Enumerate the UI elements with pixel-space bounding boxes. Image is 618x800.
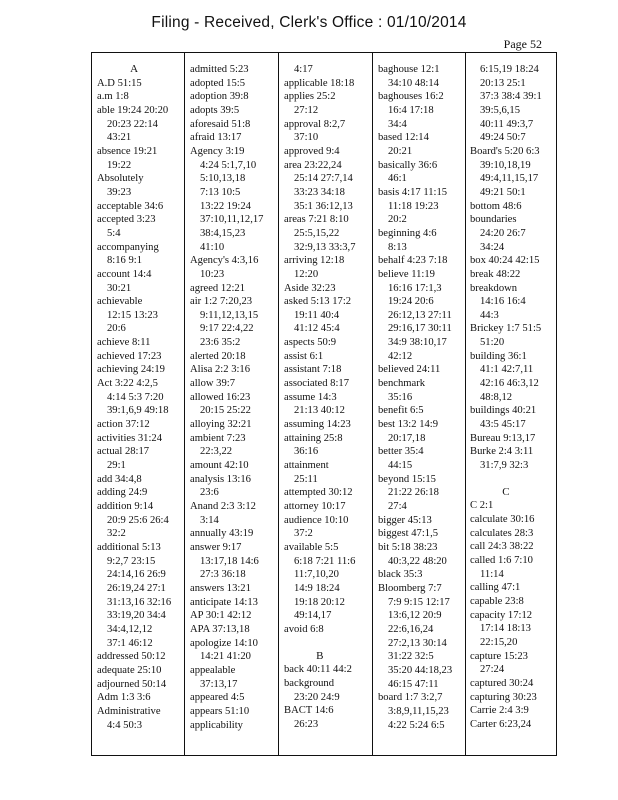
index-entry: achieving 24:19 xyxy=(97,364,165,376)
index-entry-continuation: 37:3 38:4 39:1 xyxy=(480,91,542,103)
index-entry: attempted 30:12 xyxy=(284,487,353,499)
index-entry: capturing 30:23 xyxy=(470,691,537,703)
index-entry: analysis 13:16 xyxy=(190,473,251,485)
index-entry-continuation: 19:11 40:4 xyxy=(294,309,340,321)
index-entry: calculates 28:3 xyxy=(470,527,534,539)
index-entry-continuation: 49:14,17 xyxy=(294,610,332,622)
index-entry-continuation: 25:11 xyxy=(294,473,318,485)
index-entry: breakdown xyxy=(470,282,518,294)
index-entry: applicability xyxy=(190,719,243,731)
index-entry-continuation: 40:11 49:3,7 xyxy=(480,118,534,130)
index-entry-continuation: 9:11,12,13,15 xyxy=(200,309,259,321)
index-entry: back 40:11 44:2 xyxy=(284,664,352,676)
index-entry: bottom 48:6 xyxy=(470,200,522,212)
index-entry: baghouses 16:2 xyxy=(378,91,444,103)
letter-heading: A xyxy=(130,63,139,75)
index-entry: alerted 20:18 xyxy=(190,350,246,362)
index-entry: audience 10:10 xyxy=(284,514,349,526)
index-entry: assuming 14:23 xyxy=(284,419,351,431)
index-entry-continuation: 46:1 xyxy=(388,173,407,185)
index-entry-continuation: 31:22 32:5 xyxy=(388,651,434,663)
index-entry: basis 4:17 11:15 xyxy=(378,186,448,198)
index-entry-continuation: 4:17 xyxy=(294,64,313,75)
index-entry: addressed 50:12 xyxy=(97,651,166,663)
index-entry: actual 28:17 xyxy=(97,446,150,458)
index-entry-continuation: 13:6,12 20:9 xyxy=(388,610,442,622)
index-entry: call 24:3 38:22 xyxy=(470,541,534,553)
index-entry-continuation: 6:18 7:21 11:6 xyxy=(294,555,356,567)
index-entry-continuation: 37:2 xyxy=(294,528,313,540)
index-entry: Anand 2:3 3:12 xyxy=(190,501,256,512)
index-entry: behalf 4:23 7:18 xyxy=(378,255,448,267)
index-entry-continuation: 22:6,16,24 xyxy=(388,623,434,635)
index-entry-continuation: 27:24 xyxy=(480,664,505,676)
index-entry: bit 5:18 38:23 xyxy=(378,541,438,553)
index-entry-continuation: 13:22 19:24 xyxy=(200,200,251,212)
index-entry-continuation: 19:24 20:6 xyxy=(388,296,434,308)
index-entry: air 1:2 7:20,23 xyxy=(190,296,253,308)
index-entry: achievable xyxy=(97,296,143,308)
word-index-table xyxy=(91,52,557,756)
index-entry: capacity 17:12 xyxy=(470,609,533,621)
index-entry: Absolutely xyxy=(97,173,144,185)
index-entry-continuation: 13:17,18 14:6 xyxy=(200,555,259,567)
index-entry: areas 7:21 8:10 xyxy=(284,214,349,226)
index-entry: attaining 25:8 xyxy=(284,432,343,444)
index-entry: building 36:1 xyxy=(470,350,527,362)
index-entry: calling 47:1 xyxy=(470,582,521,594)
index-entry: acceptable 34:6 xyxy=(97,200,164,212)
index-entry-continuation: 21:13 40:12 xyxy=(294,405,345,417)
index-entry: applies 25:2 xyxy=(284,91,336,103)
index-entry-continuation: 39:10,18,19 xyxy=(480,159,531,171)
index-entry: admitted 5:23 xyxy=(190,64,249,75)
index-entry-continuation: 19:22 xyxy=(107,159,132,171)
index-entry-continuation: 12:20 xyxy=(294,268,319,280)
index-entry-continuation: 42:12 xyxy=(388,350,413,362)
index-entry: background xyxy=(284,677,335,689)
index-entry: benefit 6:5 xyxy=(378,405,424,417)
index-entry: beyond 15:15 xyxy=(378,473,436,485)
index-entry: Agency's 4:3,16 xyxy=(190,255,259,267)
index-entry: aspects 50:9 xyxy=(284,337,337,349)
index-entry-continuation: 20:9 25:6 26:4 xyxy=(107,514,169,526)
column-divider xyxy=(465,53,466,755)
index-entry-continuation: 8:16 9:1 xyxy=(107,255,143,267)
index-entry-continuation: 39:1,6,9 49:18 xyxy=(107,405,169,417)
index-entry-continuation: 39:5,6,15 xyxy=(480,104,521,116)
index-entry-continuation: 9:2,7 23:15 xyxy=(107,555,156,567)
index-entry: amount 42:10 xyxy=(190,460,249,472)
index-entry-continuation: 14:16 16:4 xyxy=(480,296,526,308)
index-entry: alloying 32:21 xyxy=(190,419,252,431)
index-entry: assume 14:3 xyxy=(284,391,337,403)
index-entry-continuation: 3:14 xyxy=(200,514,219,526)
index-entry-continuation: 22:3,22 xyxy=(200,446,233,458)
index-entry-continuation: 22:15,20 xyxy=(480,636,518,648)
index-entry-continuation: 35:16 xyxy=(388,391,413,403)
index-entry: captured 30:24 xyxy=(470,677,534,689)
index-entry: bigger 45:13 xyxy=(378,514,432,526)
index-entry: avoid 6:8 xyxy=(284,623,324,635)
index-entry-continuation: 42:16 46:3,12 xyxy=(480,378,539,390)
index-entry-continuation: 12:15 13:23 xyxy=(107,309,158,321)
index-entry: APA 37:13,18 xyxy=(190,623,250,635)
index-entry: allow 39:7 xyxy=(190,378,236,390)
index-entry: Administrative xyxy=(97,705,161,717)
index-entry: biggest 47:1,5 xyxy=(378,528,439,540)
index-entry: best 13:2 14:9 xyxy=(378,419,439,431)
index-entry: Adm 1:3 3:6 xyxy=(97,692,151,704)
index-entry-continuation: 5:10,13,18 xyxy=(200,173,246,185)
index-column-4 xyxy=(378,63,452,732)
index-entry-continuation: 4:14 5:3 7:20 xyxy=(107,391,164,403)
index-entry: Brickey 1:7 51:5 xyxy=(470,323,542,335)
index-entry-continuation: 32:9,13 33:3,7 xyxy=(294,241,356,253)
index-entry-continuation: 21:22 26:18 xyxy=(388,487,439,499)
index-entry: aforesaid 51:8 xyxy=(190,118,251,130)
index-entry-continuation: 34:10 48:14 xyxy=(388,77,439,89)
index-entry-continuation: 30:21 xyxy=(107,282,132,294)
index-entry: C 2:1 xyxy=(470,500,494,512)
index-entry: board 1:7 3:2,7 xyxy=(378,692,443,704)
index-entry-continuation: 49:24 50:7 xyxy=(480,132,526,144)
index-entry-continuation: 27:3 36:18 xyxy=(200,569,246,581)
index-entry: Carter 6:23,24 xyxy=(470,718,532,730)
index-entry-continuation: 11:18 19:23 xyxy=(388,200,439,212)
index-entry-continuation: 20:2 xyxy=(388,214,407,226)
page-number: Page 52 xyxy=(503,37,542,51)
index-entry-continuation: 6:15,19 18:24 xyxy=(480,64,539,75)
index-entry-continuation: 20:23 22:14 xyxy=(107,118,158,130)
index-entry-continuation: 4:4 50:3 xyxy=(107,719,143,731)
index-entry-continuation: 4:22 5:24 6:5 xyxy=(388,719,445,731)
index-entry: a.m 1:8 xyxy=(97,91,129,103)
index-entry: add 34:4,8 xyxy=(97,473,142,485)
index-entry: A.D 51:15 xyxy=(97,77,142,89)
filing-stamp-header: Filing - Received, Clerk's Office : 01/10/2014 xyxy=(151,14,467,31)
index-entry: activities 31:24 xyxy=(97,432,163,444)
index-entry: beginning 4:6 xyxy=(378,227,437,239)
index-entry: calculate 30:16 xyxy=(470,514,535,525)
index-entry-continuation: 14:21 41:20 xyxy=(200,651,251,663)
index-entry-continuation: 35:20 44:18,23 xyxy=(388,664,453,676)
index-entry-continuation: 48:8,12 xyxy=(480,391,513,403)
index-entry: adequate 25:10 xyxy=(97,664,162,676)
index-entry: adopted 15:5 xyxy=(190,77,246,89)
index-entry: Board's 5:20 6:3 xyxy=(470,145,540,157)
index-entry-continuation: 24:14,16 26:9 xyxy=(107,569,166,581)
index-entry-continuation: 49:4,11,15,17 xyxy=(480,173,539,185)
index-entry: action 37:12 xyxy=(97,419,150,431)
index-entry: Alisa 2:2 3:16 xyxy=(190,364,251,376)
index-entry: better 35:4 xyxy=(378,446,424,458)
index-entry: basically 36:6 xyxy=(378,159,438,171)
index-entry-continuation: 39:23 xyxy=(107,186,132,198)
index-entry: arriving 12:18 xyxy=(284,255,345,267)
index-entry: adopts 39:5 xyxy=(190,104,240,116)
index-entry: able 19:24 20:20 xyxy=(97,104,169,116)
index-entry-continuation: 36:16 xyxy=(294,446,319,458)
index-entry-continuation: 34:4 xyxy=(388,118,407,130)
index-entry-continuation: 41:10 xyxy=(200,241,225,253)
index-entry-continuation: 38:4,15,23 xyxy=(200,227,246,239)
index-entry: box 40:24 42:15 xyxy=(470,255,540,267)
index-entry: available 5:5 xyxy=(284,541,339,553)
index-entry: answers 13:21 xyxy=(190,582,251,594)
index-entry-continuation: 24:20 26:7 xyxy=(480,227,526,239)
index-entry: accepted 3:23 xyxy=(97,214,156,226)
index-entry-continuation: 7:13 10:5 xyxy=(200,186,241,198)
index-entry-continuation: 37:10,11,12,17 xyxy=(200,214,264,226)
index-entry-continuation: 35:1 36:12,13 xyxy=(294,200,353,212)
index-entry: apologize 14:10 xyxy=(190,637,258,649)
index-entry-continuation: 37:13,17 xyxy=(200,678,238,690)
index-entry: agreed 12:21 xyxy=(190,282,246,294)
index-entry-continuation: 16:4 17:18 xyxy=(388,104,434,116)
index-entry: area 23:22,24 xyxy=(284,159,342,171)
index-entry: achieve 8:11 xyxy=(97,337,151,349)
index-entry: annually 43:19 xyxy=(190,528,254,540)
index-entry-continuation: 23:6 xyxy=(200,487,219,499)
index-entry: asked 5:13 17:2 xyxy=(284,296,352,308)
index-entry-continuation: 17:14 18:13 xyxy=(480,623,531,635)
index-entry: Agency 3:19 xyxy=(190,145,245,157)
index-entry-continuation: 23:20 24:9 xyxy=(294,691,340,703)
letter-heading: C xyxy=(502,485,510,498)
index-column-2 xyxy=(190,63,263,732)
index-entry-continuation: 16:16 17:1,3 xyxy=(388,282,442,294)
index-entry: believe 11:19 xyxy=(378,268,435,280)
index-entry-continuation: 34:9 38:10,17 xyxy=(388,337,447,349)
index-entry-continuation: 27:12 xyxy=(294,104,319,116)
index-entry: adding 24:9 xyxy=(97,487,148,499)
index-entry-continuation: 51:20 xyxy=(480,337,505,349)
column-divider xyxy=(184,53,185,755)
index-entry-continuation: 3:8,9,11,15,23 xyxy=(388,705,449,717)
index-entry-continuation: 9:17 22:4,22 xyxy=(200,323,254,335)
index-entry-continuation: 33:23 34:18 xyxy=(294,186,345,198)
index-entry-continuation: 26:19,24 27:1 xyxy=(107,582,166,594)
index-entry-continuation: 37:10 xyxy=(294,132,319,144)
index-entry: attainment xyxy=(284,460,329,472)
index-entry: assist 6:1 xyxy=(284,350,324,362)
index-entry: buildings 40:21 xyxy=(470,405,537,417)
index-entry-continuation: 20:21 xyxy=(388,145,413,157)
index-entry-continuation: 27:2,13 30:14 xyxy=(388,637,447,649)
index-entry-continuation: 25:14 27:7,14 xyxy=(294,173,353,185)
index-entry: capable 23:8 xyxy=(470,595,524,607)
index-entry: called 1:6 7:10 xyxy=(470,554,533,566)
index-entry: black 35:3 xyxy=(378,569,423,581)
index-entry-continuation: 29:16,17 30:11 xyxy=(388,323,452,335)
index-entry-continuation: 34:24 xyxy=(480,241,505,253)
index-entry: based 12:14 xyxy=(378,132,429,144)
letter-heading: B xyxy=(316,649,324,662)
index-entry: boundaries xyxy=(470,214,517,226)
index-entry-continuation: 33:19,20 34:4 xyxy=(107,610,166,622)
index-entry: approved 9:4 xyxy=(284,145,340,157)
index-entry-continuation: 11:14 xyxy=(480,568,504,580)
index-entry: adjourned 50:14 xyxy=(97,678,167,690)
index-entry-continuation: 8:13 xyxy=(388,241,407,253)
index-entry-continuation: 20:17,18 xyxy=(388,432,426,444)
index-entry: approval 8:2,7 xyxy=(284,118,346,130)
index-entry-continuation: 29:1 xyxy=(107,460,126,472)
index-entry-continuation: 20:13 25:1 xyxy=(480,77,526,89)
index-entry: baghouse 12:1 xyxy=(378,64,440,75)
column-divider xyxy=(278,53,279,755)
index-entry: associated 8:17 xyxy=(284,378,350,390)
index-entry-continuation: 27:4 xyxy=(388,501,407,512)
index-entry: achieved 17:23 xyxy=(97,350,162,362)
index-entry-continuation: 46:15 47:11 xyxy=(388,678,439,690)
index-entry: additional 5:13 xyxy=(97,541,161,553)
index-entry: capture 15:23 xyxy=(470,650,528,662)
index-entry: believed 24:11 xyxy=(378,364,441,376)
index-entry: attorney 10:17 xyxy=(284,501,346,512)
index-entry-continuation: 41:12 45:4 xyxy=(294,323,340,335)
index-entry: afraid 13:17 xyxy=(190,132,242,144)
index-entry-continuation: 31:7,9 32:3 xyxy=(480,460,529,472)
index-column-1 xyxy=(97,63,171,732)
index-entry: break 48:22 xyxy=(470,268,521,280)
index-entry-continuation: 26:23 xyxy=(294,718,319,730)
index-entry: Act 3:22 4:2,5 xyxy=(97,378,158,390)
index-entry-continuation: 44:3 xyxy=(480,309,499,321)
index-entry: ambient 7:23 xyxy=(190,432,246,444)
index-entry: appealable xyxy=(190,664,236,676)
index-entry: Carrie 2:4 3:9 xyxy=(470,705,529,717)
index-entry: adoption 39:8 xyxy=(190,91,249,103)
index-entry: appeared 4:5 xyxy=(190,692,245,704)
index-entry-continuation: 4:24 5:1,7,10 xyxy=(200,159,257,171)
index-entry: addition 9:14 xyxy=(97,501,154,512)
index-entry-continuation: 20:6 xyxy=(107,323,126,335)
index-entry-continuation: 44:15 xyxy=(388,460,413,472)
index-entry: allowed 16:23 xyxy=(190,391,251,403)
index-entry: Bureau 9:13,17 xyxy=(470,432,536,444)
column-divider xyxy=(372,53,373,755)
index-entry: anticipate 14:13 xyxy=(190,596,258,608)
index-entry: benchmark xyxy=(378,378,426,390)
index-entry-continuation: 43:5 45:17 xyxy=(480,419,526,431)
index-entry-continuation: 5:4 xyxy=(107,227,121,239)
index-entry: account 14:4 xyxy=(97,268,152,280)
index-entry-continuation: 11:7,10,20 xyxy=(294,569,339,581)
index-entry: assistant 7:18 xyxy=(284,364,342,376)
index-entry-continuation: 43:21 xyxy=(107,132,132,144)
index-entry: answer 9:17 xyxy=(190,541,242,553)
index-column-5 xyxy=(470,63,542,732)
index-entry-continuation: 32:2 xyxy=(107,528,126,540)
index-entry-continuation: 10:23 xyxy=(200,268,225,280)
index-entry-continuation: 23:6 35:2 xyxy=(200,337,241,349)
index-entry-continuation: 49:21 50:1 xyxy=(480,186,526,198)
index-column-3 xyxy=(284,63,356,732)
spacer xyxy=(284,637,356,650)
index-entry-continuation: 37:1 46:12 xyxy=(107,637,153,649)
index-entry: absence 19:21 xyxy=(97,145,158,157)
index-entry-continuation: 31:13,16 32:16 xyxy=(107,596,172,608)
spacer xyxy=(470,473,542,486)
index-entry: appears 51:10 xyxy=(190,705,250,717)
index-entry: applicable 18:18 xyxy=(284,77,355,89)
index-entry-continuation: 7:9 9:15 12:17 xyxy=(388,596,450,608)
index-entry-continuation: 20:15 25:22 xyxy=(200,405,251,417)
index-entry-continuation: 41:1 42:7,11 xyxy=(480,364,534,376)
index-entry: Burke 2:4 3:11 xyxy=(470,446,534,458)
index-entry: Aside 32:23 xyxy=(284,282,336,294)
index-entry-continuation: 40:3,22 48:20 xyxy=(388,555,447,567)
index-entry-continuation: 26:12,13 27:11 xyxy=(388,309,452,321)
index-entry: AP 30:1 42:12 xyxy=(190,610,252,622)
index-entry: BACT 14:6 xyxy=(284,705,334,717)
index-entry-continuation: 14:9 18:24 xyxy=(294,582,340,594)
index-entry: accompanying xyxy=(97,241,159,253)
index-entry-continuation: 25:5,15,22 xyxy=(294,227,340,239)
index-entry: Bloomberg 7:7 xyxy=(378,582,442,594)
index-entry-continuation: 19:18 20:12 xyxy=(294,596,345,608)
index-entry-continuation: 34:4,12,12 xyxy=(107,623,153,635)
